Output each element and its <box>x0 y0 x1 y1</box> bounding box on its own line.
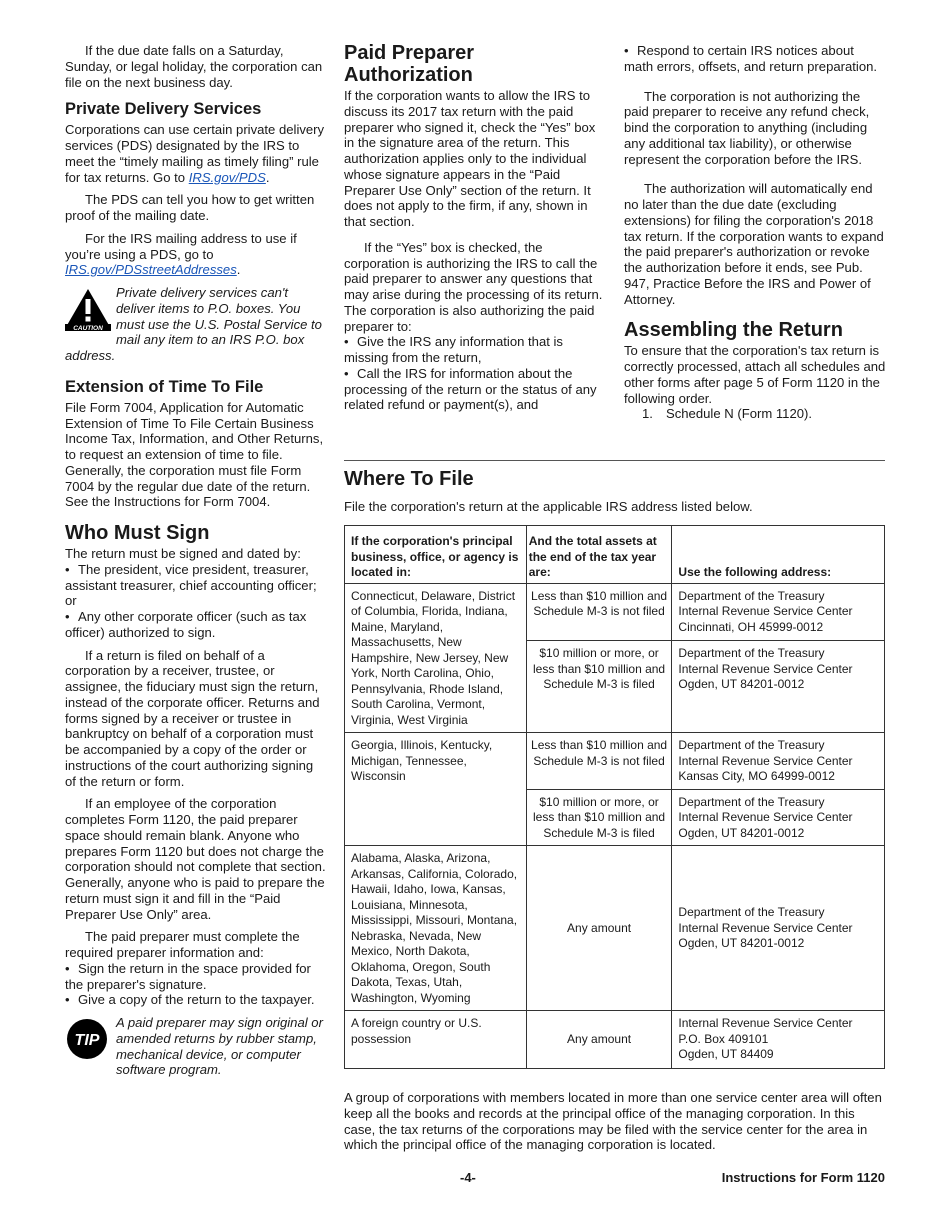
pds-paragraph-2: The PDS can tell you how to get written proof of the mailing date. <box>65 192 315 223</box>
where-to-file-table <box>344 525 885 1069</box>
address-cell: Internal Revenue Service Center P.O. Box 409101 Ogden, UT 84409 <box>672 1011 885 1069</box>
extension-paragraph: File Form 7004, Application for Automatic Extension of Time To File Certain Business Income Tax, Information, and Other Returns, to request an extension of time to file. Generally, the corporation must file Form 7004 by the regular due date of the return. See the Instructions for Form 7004. <box>65 399 324 510</box>
authorization-paragraph-2: If the “Yes” box is checked, the corporation is authorizing the IRS to call the paid preparer to answer any questions that may arise during the processing of its return. The corporation is also authorizing the paid preparer to: <box>344 239 603 334</box>
who-must-sign-heading: Who Must Sign <box>65 522 210 544</box>
signer-bullet-2: • Any other corporate officer (such as tax officer) authorized to sign. <box>65 609 307 640</box>
due-date-paragraph: If the due date falls on a Saturday, Sunday, or legal holiday, the corporation can file on the next business day. <box>65 43 323 90</box>
employee-paragraph: If an employee of the corporation completes Form 1120, the paid preparer space should remain blank. Anyone who prepares Form 1120 but does not charge the corporation should not complete that section. Generally, anyone who is paid to prepare the return must sign it and fill in the “Paid Preparer Use Only” area. <box>65 796 326 922</box>
irs-pds-addresses-link[interactable]: IRS.gov/PDSstreetAddresses <box>65 262 237 278</box>
right-column <box>624 43 886 422</box>
table-row <box>345 733 885 790</box>
group-corporations-paragraph: A group of corporations with members located in more than one service center area will often keep all the books and records at the principal office of the managing corporation. In this case, the tax returns of the corporations may be filed with the service center for the area in which the principal office of the managing corporation is located. <box>344 1090 882 1153</box>
page-number: -4- <box>460 1170 476 1185</box>
assets-cell: Less than $10 million and Schedule M-3 is not filed <box>526 733 672 790</box>
address-cell: Department of the Treasury Internal Revenue Service Center Ogden, UT 84201-0012 <box>672 641 885 733</box>
table-row <box>345 583 885 641</box>
who-must-sign-intro: The return must be signed and dated by: <box>65 546 301 561</box>
paid-preparer-heading: Paid Preparer Authorization <box>344 42 475 86</box>
caution-text: Private delivery services can't deliver items to P.O. boxes. You must use the U.S. Postal Service to mail any item to an IRS P.O. box address. <box>65 285 322 363</box>
signer-bullet-1: • The president, vice president, treasurer, assistant treasurer, chief accounting officer; or <box>65 561 317 609</box>
address-cell: Department of the Treasury Internal Revenue Service Center Ogden, UT 84201-0012 <box>672 846 885 1011</box>
header-assets: And the total assets at the end of the tax year are: <box>526 526 672 584</box>
caution-note <box>65 285 327 364</box>
assets-cell: Any amount <box>526 846 672 1011</box>
not-authorizing-paragraph: The corporation is not authorizing the paid preparer to receive any refund check, bind the corporation to anything (including any additional tax liability), or otherwise represent the corporation before the IRS. <box>624 88 870 167</box>
address-cell: Department of the Treasury Internal Revenue Service Center Cincinnati, OH 45999-0012 <box>672 583 885 641</box>
irs-pds-link[interactable]: IRS.gov/PDS <box>188 169 266 185</box>
assembling-paragraph: To ensure that the corporation's tax return is correctly processed, attach all schedules and other forms after page 5 of Form 1120 in the following order. <box>624 343 886 406</box>
where-to-file-divider <box>344 460 885 461</box>
caution-icon <box>65 287 111 331</box>
authorization-paragraph-1: If the corporation wants to allow the IRS to discuss its 2017 tax return with the paid preparer who signed it, check the “Yes” box in the signature area of the return. This authorization applies only to the individual whose signature appears in the “Paid Preparer Use Only” section of the return. It does not apply to the firm, if any, shown in that section. <box>344 88 596 229</box>
extension-heading: Extension of Time To File <box>65 377 264 396</box>
header-address: Use the following address: <box>672 526 885 584</box>
pds-heading: Private Delivery Services <box>65 100 262 119</box>
states-cell: A foreign country or U.S. possession <box>345 1011 527 1069</box>
preparer-bullet-2: • Give a copy of the return to the taxpayer. <box>65 992 315 1008</box>
states-cell: Georgia, Illinois, Kentucky, Michigan, Tennessee, Wisconsin <box>345 733 527 846</box>
svg-text:CAUTION: CAUTION <box>73 325 103 331</box>
tip-note <box>65 1015 327 1078</box>
authorization-bullet-1: • Give the IRS any information that is missing from the return, <box>344 334 563 365</box>
states-cell: Alabama, Alaska, Arizona, Arkansas, California, Colorado, Hawaii, Idaho, Iowa, Kansas, Louisiana, Minnesota, Mississippi, Missouri, Montana, Nebraska, Nevada, New Mexico, North Dakota, Oklahoma, Oregon, South Dakota, Texas, Utah, Washington, Wyoming <box>345 846 527 1011</box>
address-cell: Department of the Treasury Internal Revenue Service Center Ogden, UT 84201-0012 <box>672 789 885 846</box>
states-cell: Connecticut, Delaware, District of Columbia, Florida, Indiana, Maine, Maryland, Massachusetts, New Hampshire, New Jersey, New York, North Carolina, Ohio, Pennsylvania, Rhode Island, South Carolina, Vermont, Virginia, West Virginia <box>345 583 527 733</box>
where-to-file-intro: File the corporation's return at the applicable IRS address listed below. <box>344 499 753 514</box>
table-row <box>345 846 885 1011</box>
fiduciary-paragraph: If a return is filed on behalf of a corporation by a receiver, trustee, or assignee, the fiduciary must sign the return, instead of the corporate officer. Returns and forms signed by a receiver or trustee in bankruptcy on behalf of a corporation must be accompanied by a copy of the order or instructions of the court authorizing signing of the return or form. <box>65 647 320 789</box>
left-column <box>65 43 327 1086</box>
assets-cell: $10 million or more, or less than $10 million and Schedule M-3 is filed <box>526 641 672 733</box>
tip-text: A paid preparer may sign original or amended returns by rubber stamp, mechanical device, or computer software program. <box>116 1015 323 1078</box>
address-cell: Department of the Treasury Internal Revenue Service Center Kansas City, MO 64999-0012 <box>672 733 885 790</box>
footer-title: Instructions for Form 1120 <box>721 1170 885 1185</box>
table-header-row <box>345 526 885 584</box>
respond-bullet: • Respond to certain IRS notices about math errors, offsets, and return preparation. <box>624 43 878 74</box>
authorization-bullet-2: • Call the IRS for information about the processing of the return or the status of any related refund or payment(s), and <box>344 365 597 413</box>
assets-cell: Less than $10 million and Schedule M-3 is not filed <box>526 583 672 641</box>
pds-paragraph-1: Corporations can use certain private delivery services (PDS) designated by the IRS to meet the “timely mailing as timely filing” rule for tax returns. Go to IRS.gov/PDS. <box>65 122 325 185</box>
preparer-bullet-1: • Sign the return in the space provided for the preparer's signature. <box>65 960 311 992</box>
pds-paragraph-3: For the IRS mailing address to use if you’re using a PDS, go to IRS.gov/PDSstreetAddresses. <box>65 230 297 278</box>
svg-text:TIP: TIP <box>74 1032 100 1049</box>
assembling-heading: Assembling the Return <box>624 319 843 342</box>
table-row <box>345 1011 885 1069</box>
middle-column <box>344 40 606 413</box>
header-location: If the corporation's principal business, office, or agency is located in: <box>345 526 527 584</box>
authorization-end-paragraph: The authorization will automatically end no later than the due date (excluding extensions) for filing the corporation's 2018 tax return. If the corporation wants to expand the paid preparer's authorization or revoke the authorization before it ends, see Pub. 947, Practice Before the IRS and Power of Attorney. <box>624 181 884 307</box>
paid-preparer-paragraph: The paid preparer must complete the required preparer information and: <box>65 929 300 960</box>
where-to-file-table-wrap <box>344 525 885 1069</box>
where-to-file-heading: Where To File <box>344 468 474 490</box>
assets-cell: $10 million or more, or less than $10 million and Schedule M-3 is filed <box>526 789 672 846</box>
tip-icon <box>65 1017 111 1061</box>
assets-cell: Any amount <box>526 1011 672 1069</box>
assembling-item-1: 1. Schedule N (Form 1120). <box>642 406 813 422</box>
